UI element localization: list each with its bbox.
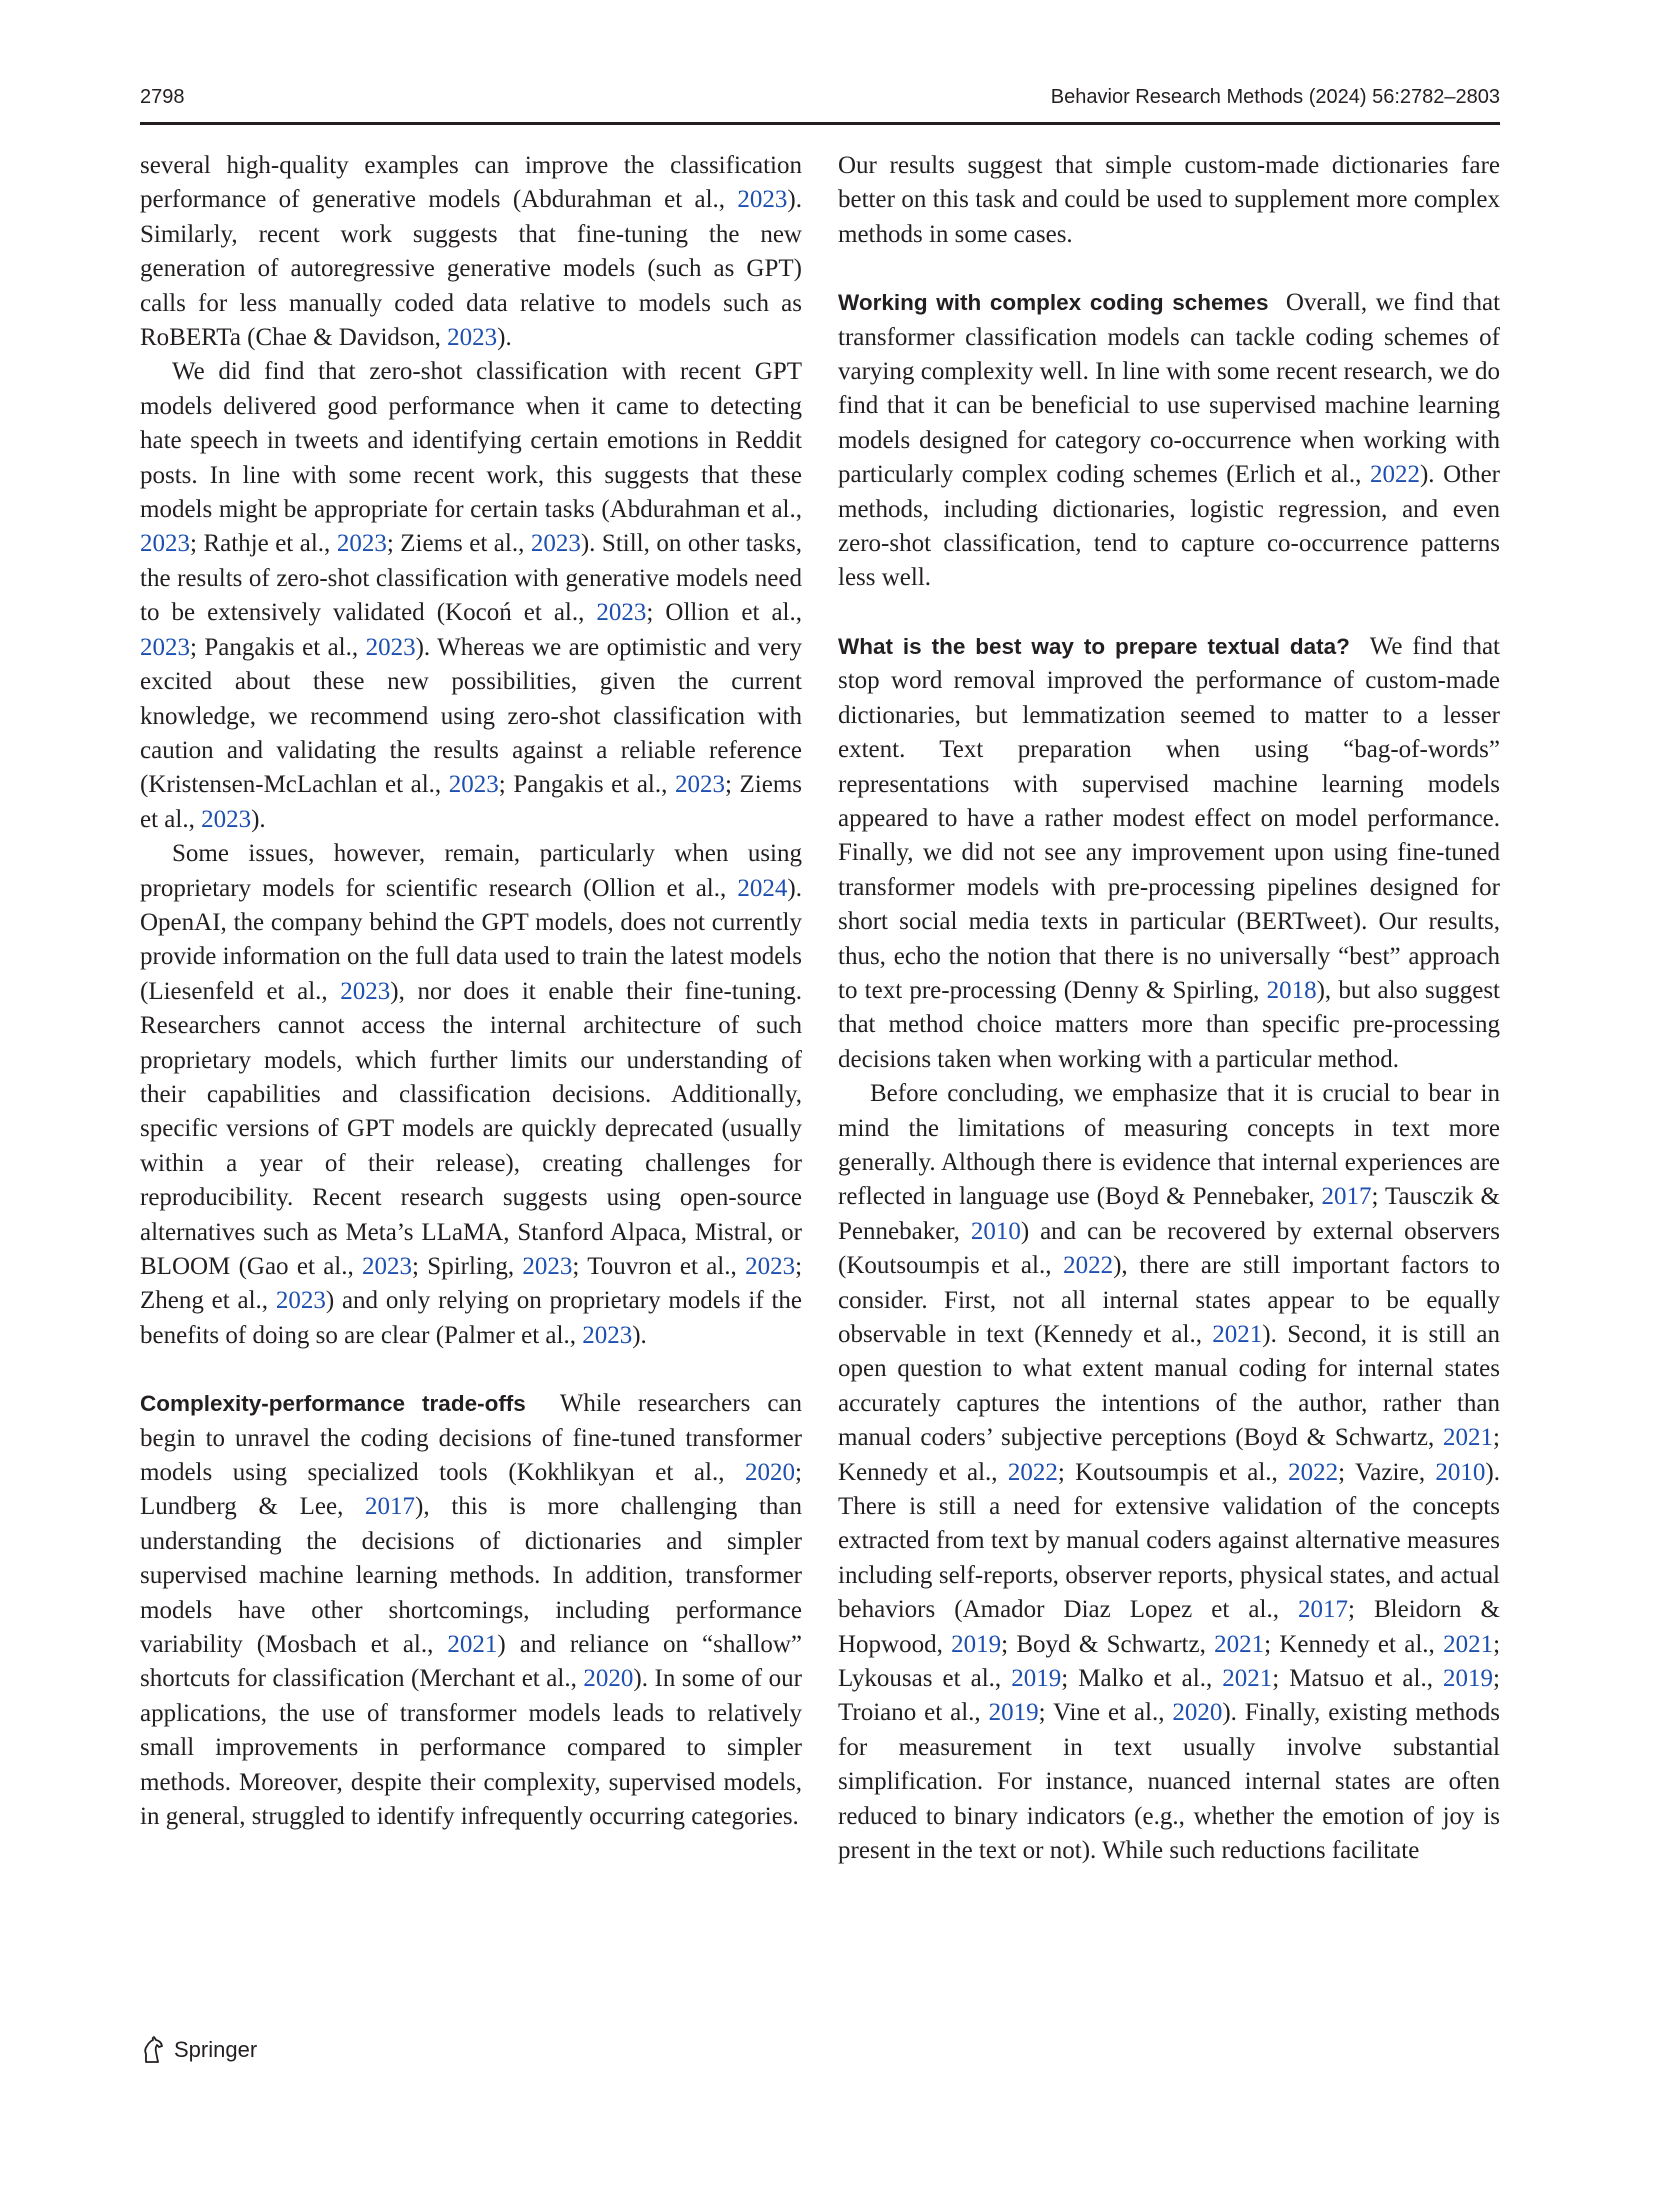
text-run: ) and can be recovered by external observers (Koutsoumpis et al.,	[838, 1217, 1500, 1280]
citation-year-link[interactable]: 2023	[582, 1321, 633, 1349]
text-run: ; Vine et al.,	[1038, 1699, 1173, 1727]
citation-year-link[interactable]: 2021	[1212, 1321, 1263, 1348]
citation-year-link[interactable]: 2023	[522, 1253, 573, 1280]
text-run: ).	[251, 805, 266, 833]
text-run: ; Bleidorn & Hopwood,	[838, 1596, 1500, 1658]
citation-year-link[interactable]: 2023	[275, 1287, 326, 1315]
page-number: 2798	[140, 86, 185, 108]
text-run: ; Boyd & Schwartz,	[1001, 1630, 1215, 1658]
running-header	[140, 86, 1500, 120]
citation-year-link[interactable]: 2023	[362, 1253, 413, 1280]
section-paragraph	[838, 630, 1500, 1077]
publisher-footer	[140, 2035, 257, 2065]
citation-year-link[interactable]: 2023	[530, 530, 581, 558]
citation-year-link[interactable]: 2020	[1172, 1699, 1223, 1727]
citation-year-link[interactable]: 2023	[674, 771, 725, 799]
citation-year-link[interactable]: 2023	[737, 186, 788, 214]
text-run: ), but also suggest that method choice matters more than specific pre-processing decisions taken when working with a particular method.	[838, 976, 1501, 1073]
paragraph-text	[140, 1390, 802, 1830]
text-run: ; Matsuo et al.,	[1272, 1665, 1444, 1693]
text-run: ; Ollion et al.,	[646, 599, 802, 627]
paragraph-text	[838, 289, 1500, 591]
text-run: ). Still, on other tasks, the results of zero-shot classification with generative models need to be extensively validated (Kocoń et al.,	[140, 530, 802, 627]
citation-year-link[interactable]: 2023	[596, 599, 647, 627]
text-run: ; Rathje et al.,	[190, 530, 337, 558]
citation-year-link[interactable]: 2023	[448, 771, 499, 799]
text-run: Before concluding, we emphasize that it is crucial to bear in mind the limitations of measuring concepts in text more generally. Although there is evidence that internal experiences are reflected in language use (Boyd & Pennebaker,	[838, 1080, 1500, 1211]
citation-year-link[interactable]: 2023	[365, 633, 416, 661]
text-run: ). Finally, existing methods for measurement in text usually involve substantial simplification. For instance, nuanced internal states are often reduced to binary indicators (e.g., whether the emotion of joy is present in the text or not). While such reductions facilitate	[838, 1699, 1500, 1865]
text-run: ; Tausczik & Pennebaker,	[838, 1183, 1500, 1245]
citation-year-link[interactable]: 2019	[1443, 1665, 1494, 1693]
text-run: Some issues, however, remain, particularly when using proprietary models for scientific research (Ollion et al.,	[140, 840, 802, 902]
citation-year-link[interactable]: 2017	[365, 1493, 416, 1521]
citation-year-link[interactable]: 2019	[1011, 1665, 1062, 1693]
citation-year-link[interactable]: 2023	[340, 977, 391, 1005]
text-run: ). Other methods, including dictionaries, logistic regression, and even zero-shot classification, tend to capture co-occurrence patterns less well.	[838, 461, 1500, 592]
text-run: Our results suggest that simple custom-made dictionaries fare better on this task and could be used to supplement more complex methods in some cases.	[838, 152, 1500, 248]
citation-year-link[interactable]: 2021	[1443, 1424, 1494, 1452]
text-run: ; Touvron et al.,	[572, 1253, 746, 1280]
text-run: ; Troiano et al.,	[838, 1665, 1500, 1727]
citation-year-link[interactable]: 2021	[1443, 1630, 1494, 1658]
section-paragraph	[140, 1387, 802, 1834]
citation-year-link[interactable]: 2020	[745, 1459, 796, 1487]
citation-year-link[interactable]: 2020	[583, 1665, 634, 1693]
citation-year-link[interactable]: 2018	[1266, 976, 1317, 1004]
citation-year-link[interactable]: 2019	[951, 1630, 1002, 1658]
paragraph	[140, 149, 802, 355]
citation-year-link[interactable]: 2023	[745, 1253, 796, 1280]
citation-year-link[interactable]: 2023	[336, 530, 387, 558]
text-run: ).	[497, 324, 512, 352]
springer-horse-icon	[140, 2036, 166, 2064]
text-run: ), nor does it enable their fine-tuning. Researchers cannot access the internal architecture of such proprietary models, which further limits our understanding of their capabilities and classification decisions. Additionally, specific versions of GPT models are quickly deprecated (usually within a year of their release), creating challenges for reproducibility. Recent research suggests using open-source alternatives such as Meta’s LLaMA, Stanford Alpaca, Mistral, or BLOOM (Gao et al.,	[140, 977, 802, 1280]
section-heading: What is the best way to prepare textual data?	[838, 633, 1350, 659]
citation-year-link[interactable]: 2010	[970, 1217, 1021, 1245]
citation-year-link[interactable]: 2017	[1298, 1596, 1348, 1624]
publisher-name: Springer	[174, 2037, 258, 2062]
citation-year-link[interactable]: 2023	[447, 324, 498, 352]
text-run: ; Spirling,	[412, 1253, 523, 1280]
text-run: ; Pangakis et al.,	[190, 633, 366, 661]
text-run: ). There is still a need for extensive validation of the concepts extracted from text by manual coders against alternative measures including self-reports, observer reports, physical states, and actual behaviors (Amador Diaz Lopez et al.,	[838, 1458, 1500, 1624]
journal-citation: Behavior Research Methods (2024) 56:2782–2803	[1050, 86, 1500, 108]
citation-year-link[interactable]: 2019	[988, 1699, 1039, 1727]
citation-year-link[interactable]: 2010	[1435, 1458, 1486, 1486]
citation-year-link[interactable]: 2023	[201, 805, 252, 833]
header-rule	[140, 122, 1500, 125]
citation-year-link[interactable]: 2022	[1007, 1458, 1058, 1486]
text-run: We find that stop word removal improved the performance of custom-made dictionaries, but lemmatization seemed to matter to a lesser extent. Text preparation when using “bag-of-words” representations with supervised machine learning models appeared to have a rather modest effect on model performance. Finally, we did not see any improvement upon using fine-tuned transformer models with pre-processing pipelines designed for short social media texts in particular (BERTweet). Our results, thus, echo the notion that there is no universally “best” approach to text pre-processing (Denny & Spirling,	[838, 632, 1501, 1004]
text-run: ). OpenAI, the company behind the GPT models, does not currently provide information on the full data used to train the latest models (Liesenfeld et al.,	[140, 874, 802, 1005]
text-run: While researchers can begin to unravel the coding decisions of fine-tuned transformer models using specialized tools (Kokhlikyan et al.,	[140, 1390, 803, 1487]
citation-year-link[interactable]: 2023	[140, 633, 190, 661]
section-heading: Working with complex coding schemes	[838, 290, 1269, 316]
text-run: ; Malko et al.,	[1061, 1665, 1223, 1693]
text-run: We did find that zero-shot classification with recent GPT models delivered good performance when it came to detecting hate speech in tweets and identifying certain emotions in Reddit posts. In line with some recent work, this suggests that these models might be appropriate for certain tasks (Abdurahman et al.,	[140, 358, 802, 524]
text-run: ). Whereas we are optimistic and very excited about these new possibilities, given the current knowledge, we recommend using zero-shot classification with caution and validating the results against a reliable reference (Kristensen-McLachlan et al.,	[140, 633, 802, 799]
paragraph-text	[838, 633, 1500, 1073]
text-run: ) and reliance on “shallow” shortcuts for classification (Merchant et al.,	[140, 1631, 802, 1693]
paragraph	[838, 1077, 1500, 1868]
text-run: ; Zheng et al.,	[140, 1253, 803, 1315]
citation-year-link[interactable]: 2017	[1321, 1183, 1372, 1211]
section-heading: Complexity-performance trade-offs	[140, 1391, 526, 1417]
text-run: ; Lundberg & Lee,	[140, 1459, 802, 1521]
citation-year-link[interactable]: 2021	[447, 1631, 498, 1659]
text-run: ; Ziems et al.,	[140, 771, 802, 833]
text-run: ; Lykousas et al.,	[838, 1630, 1501, 1693]
citation-year-link[interactable]: 2022	[1288, 1458, 1339, 1486]
text-run: ) and only relying on proprietary models if the benefits of doing so are clear (Palmer et al.,	[140, 1287, 802, 1349]
paragraph	[140, 837, 802, 1353]
text-run: ), this is more challenging than understanding the decisions of dictionaries and simpler supervised machine learning methods. In addition, transformer models have other shortcomings, including performance variability (Mosbach et al.,	[140, 1493, 803, 1659]
citation-year-link[interactable]: 2022	[1063, 1252, 1114, 1280]
text-run: ). Similarly, recent work suggests that fine-tuning the new generation of autoregressive generative models (such as GPT) calls for less manually coded data relative to models such as RoBERTa (Chae & Davidson,	[140, 186, 802, 352]
text-run: Overall, we find that transformer classification models can tackle coding schemes of varying complexity well. In line with some recent research, we do find that it can be beneficial to use supervised machine learning models designed for category co-occurrence when working with particularly complex coding schemes (Erlich et al.,	[838, 289, 1501, 489]
text-run: ). Second, it is still an open question to what extent manual coding for internal states accurately captures the intentions of the author, rather than manual coders’ subjective perceptions (Boyd & Schwartz,	[838, 1321, 1500, 1452]
text-run: ; Kennedy et al.,	[838, 1424, 1500, 1486]
text-run: ). In some of our applications, the use of transformer models leads to relatively small improvements in performance compared to simpler methods. Moreover, despite their complexity, supervised models, in general, struggled to identify infrequently occurring categories.	[140, 1665, 802, 1831]
text-run: several high-quality examples can improve the classification performance of generative models (Abdurahman et al.,	[140, 152, 802, 214]
citation-year-link[interactable]: 2023	[140, 530, 190, 558]
citation-year-link[interactable]: 2022	[1369, 461, 1420, 489]
right-column	[838, 149, 1500, 1869]
paragraph	[838, 149, 1500, 252]
citation-year-link[interactable]: 2024	[737, 874, 788, 902]
text-run: ; Pangakis et al.,	[498, 771, 675, 799]
paragraph	[140, 355, 802, 837]
text-run: ), there are still important factors to consider. First, not all internal states appear to be equally observable in text (Kennedy et al.,	[838, 1252, 1500, 1348]
text-run: ).	[632, 1321, 647, 1349]
text-run: ; Ziems et al.,	[386, 530, 531, 558]
left-column	[140, 149, 802, 1835]
section-paragraph	[838, 286, 1500, 596]
text-run: ; Vazire,	[1338, 1458, 1436, 1486]
text-run: ; Kennedy et al.,	[1264, 1630, 1444, 1658]
citation-year-link[interactable]: 2021	[1222, 1665, 1273, 1693]
text-run: ; Koutsoumpis et al.,	[1057, 1458, 1289, 1486]
citation-year-link[interactable]: 2021	[1214, 1630, 1265, 1658]
